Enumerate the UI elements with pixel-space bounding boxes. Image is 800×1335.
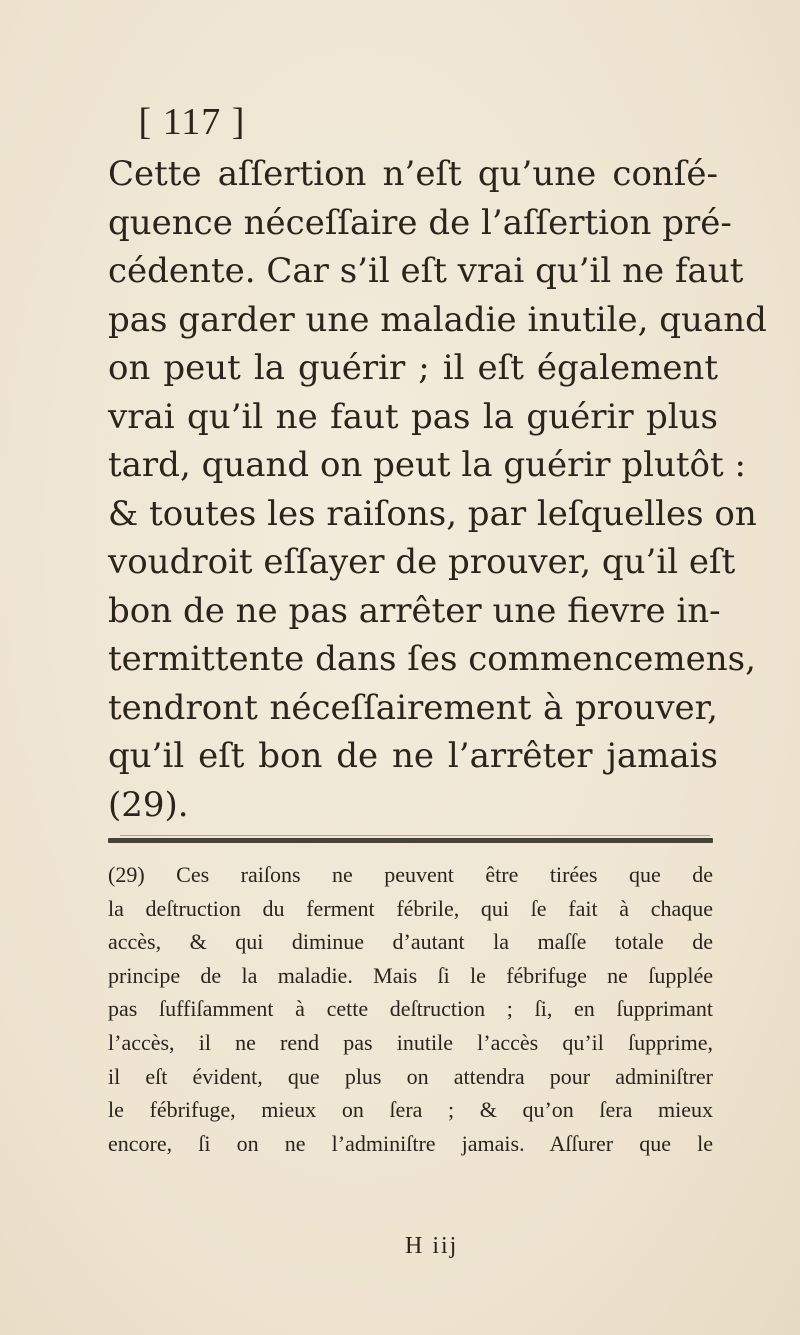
main-text-line: Cette aſſertion n’eſt qu’une conſé- — [108, 154, 718, 194]
footnote-divider-thin — [120, 835, 710, 836]
page-number: [ 117 ] — [138, 101, 246, 143]
main-text-line: bon de ne pas arrêter une fievre in- — [108, 590, 721, 631]
main-text-line: voudroit eſſayer de prouver, qu’il eſt — [108, 542, 736, 582]
footnote-line: pas ſuffiſamment à cette deſtruction ; ſi, en ſupprimant — [108, 996, 713, 1022]
footnote-line: (29) Ces raiſons ne peuvent être tirées que de — [108, 862, 713, 887]
main-text-line: on peut la guérir ; il eſt également — [108, 348, 718, 388]
main-text-line: termittente dans ſes commencemens, — [108, 639, 756, 679]
footnote-line: encore, ſi on ne l’adminiſtre jamais. Aſſurer que le — [108, 1130, 713, 1156]
main-text-line: pas garder une maladie inutile, quand — [108, 299, 767, 340]
signature-mark: H iij — [405, 1233, 459, 1259]
footnote-divider — [108, 838, 713, 843]
footnote-line: il eſt évident, que plus on attendra pour adminiſtrer — [108, 1063, 713, 1089]
main-text-line: tard, quand on peut la guérir plutôt : — [108, 445, 746, 485]
footnote-line: principe de la maladie. Mais ſi le fébrifuge ne ſupplée — [108, 962, 713, 988]
footnote-line: accès, & qui diminue d’autant la maſſe totale de — [108, 929, 713, 955]
main-text-line: (29). — [108, 784, 189, 825]
footnote-line: l’accès, il ne rend pas inutile l’accès qu’il ſupprime, — [108, 1029, 713, 1055]
main-text-line: cédente. Car s’il eſt vrai qu’il ne faut — [108, 251, 744, 291]
main-text-line: qu’il eſt bon de ne l’arrêter jamais — [108, 736, 718, 776]
main-text-line: quence néceſſaire de l’aſſertion pré- — [108, 202, 732, 243]
main-text-block — [108, 150, 767, 829]
footnote-line: le fébrifuge, mieux on ſera ; & qu’on ſera mieux — [108, 1097, 713, 1123]
footnote-block — [108, 858, 713, 1160]
main-text-line: vrai qu’il ne faut pas la guérir plus — [108, 396, 718, 437]
main-text-line: & toutes les raiſons, par leſquelles on — [108, 493, 757, 534]
main-text-line: tendront néceſſairement à prouver, — [108, 687, 718, 728]
footnote-line: la deſtruction du ferment fébrile, qui ſe fait à chaque — [108, 895, 713, 921]
